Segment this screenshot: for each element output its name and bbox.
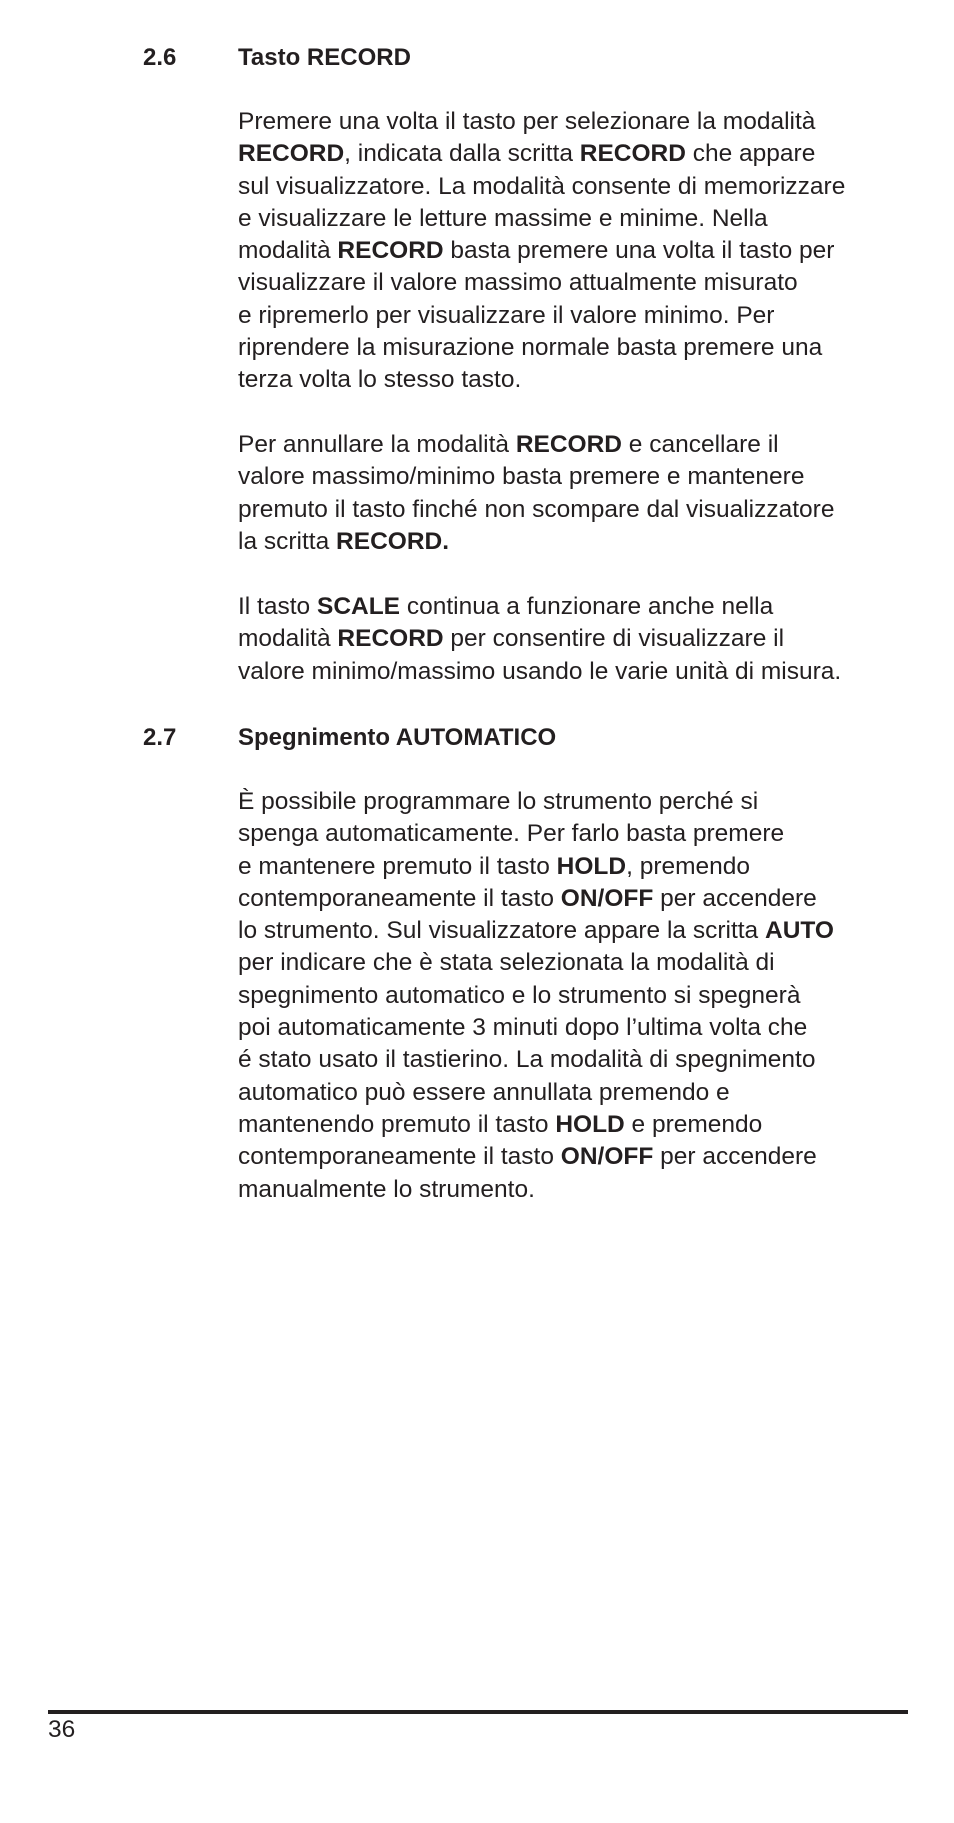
text-line <box>238 138 918 170</box>
footer-rule <box>48 1710 908 1714</box>
section-title: Spegnimento AUTOMATICO <box>238 724 557 751</box>
text-line <box>238 883 918 915</box>
text-line <box>238 851 918 883</box>
bold-text: ON/OFF <box>560 884 654 912</box>
paragraph <box>238 591 918 688</box>
text-run: lo strumento. Sul visualizzatore appare la scritta <box>238 917 765 945</box>
text-line <box>238 1141 918 1173</box>
text-run: per consentire di visualizzare il <box>443 625 785 653</box>
bold-text: RECORD <box>337 237 444 265</box>
bold-text: AUTO <box>765 917 834 945</box>
text-line <box>238 656 918 688</box>
text-line <box>238 1174 918 1206</box>
text-line <box>238 980 918 1012</box>
bold-text: RECORD <box>579 140 686 168</box>
text-run: , premendo <box>626 852 751 880</box>
text-run: per indicare che è stata selezionata la modalità di <box>238 949 775 977</box>
text-run: mantenendo premuto il tasto <box>238 1110 556 1138</box>
paragraph <box>238 429 918 558</box>
bold-text: RECORD <box>515 431 622 458</box>
text-run: e visualizzare le letture massime e minime. Nella <box>238 204 768 232</box>
section-title: Tasto RECORD <box>238 44 411 71</box>
text-run: È possibile programmare lo strumento perché si <box>238 788 759 815</box>
text-line <box>238 171 918 203</box>
section-heading-2-7 <box>0 718 954 758</box>
text-line <box>238 300 918 332</box>
text-run: visualizzare il valore massimo attualmente misurato <box>238 269 798 297</box>
text-run: poi automaticamente 3 minuti dopo l’ultima volta che <box>238 1014 808 1042</box>
section-number: 2.6 <box>143 44 177 71</box>
text-run: valore minimo/massimo usando le varie unità di misura. <box>238 657 842 685</box>
section-heading-2-6 <box>0 38 954 78</box>
text-line <box>238 494 918 526</box>
text-run: Premere una volta il tasto per selezionare la modalità <box>238 108 816 135</box>
section-number: 2.7 <box>143 724 177 751</box>
text-run: continua a funzionare anche nella <box>400 593 774 620</box>
text-run: per accendere <box>653 1143 817 1171</box>
text-run: automatico può essere annullata premendo e <box>238 1078 730 1106</box>
text-line <box>238 915 918 947</box>
text-run: riprendere la misurazione normale basta premere una <box>238 334 823 362</box>
bold-text: RECORD. <box>336 527 450 555</box>
text-line <box>238 106 918 138</box>
text-run: contemporaneamente il tasto <box>238 1143 561 1171</box>
text-line <box>238 332 918 364</box>
text-run: Il tasto <box>238 593 317 620</box>
text-line <box>238 786 918 818</box>
text-line <box>238 1077 918 1109</box>
text-run: , indicata dalla scritta <box>344 140 580 168</box>
text-line <box>238 429 918 461</box>
text-run: valore massimo/minimo basta premere e mantenere <box>238 463 805 491</box>
text-run: spenga automaticamente. Per farlo basta premere <box>238 820 785 848</box>
text-run: modalità <box>238 625 338 653</box>
text-line <box>238 947 918 979</box>
text-line <box>238 623 918 655</box>
bold-text: ON/OFF <box>560 1143 654 1171</box>
text-line <box>238 526 918 558</box>
text-run: che appare <box>685 140 816 168</box>
text-run: la scritta <box>238 527 337 555</box>
text-line <box>238 1044 918 1076</box>
bold-text: RECORD <box>337 625 444 653</box>
text-run: sul visualizzatore. La modalità consente di memorizzare <box>238 172 846 200</box>
text-run: contemporaneamente il tasto <box>238 884 561 912</box>
text-line <box>238 591 918 623</box>
text-line <box>238 203 918 235</box>
bold-text: HOLD <box>556 852 627 880</box>
bold-text: SCALE <box>316 593 401 620</box>
text-run: modalità <box>238 237 338 265</box>
text-run: é stato usato il tastierino. La modalità di spegnimento <box>238 1046 816 1074</box>
text-run: Per annullare la modalità <box>238 431 516 458</box>
text-run: e mantenere premuto il tasto <box>238 852 557 880</box>
text-line <box>238 461 918 493</box>
paragraph <box>238 786 918 1206</box>
text-line <box>238 1012 918 1044</box>
text-run: basta premere una volta il tasto per <box>443 237 835 265</box>
text-run: spegnimento automatico e lo strumento si spegnerà <box>238 981 801 1009</box>
text-run: e cancellare il <box>622 431 779 458</box>
bold-text: HOLD <box>555 1110 625 1138</box>
text-line <box>238 364 918 396</box>
text-run: terza volta lo stesso tasto. <box>238 366 522 394</box>
text-run: per accendere <box>653 884 817 912</box>
text-run: e ripremerlo per visualizzare il valore minimo. Per <box>238 301 775 329</box>
text-run: manualmente lo strumento. <box>238 1175 535 1203</box>
text-run: premuto il tasto finché non scompare dal visualizzatore <box>238 495 835 523</box>
text-line <box>238 818 918 850</box>
text-line <box>238 235 918 267</box>
paragraph <box>238 106 918 397</box>
page-number: 36 <box>48 1716 76 1743</box>
text-line <box>238 1109 918 1141</box>
text-line <box>238 267 918 299</box>
bold-text: RECORD <box>238 140 345 168</box>
text-run: e premendo <box>624 1110 763 1138</box>
